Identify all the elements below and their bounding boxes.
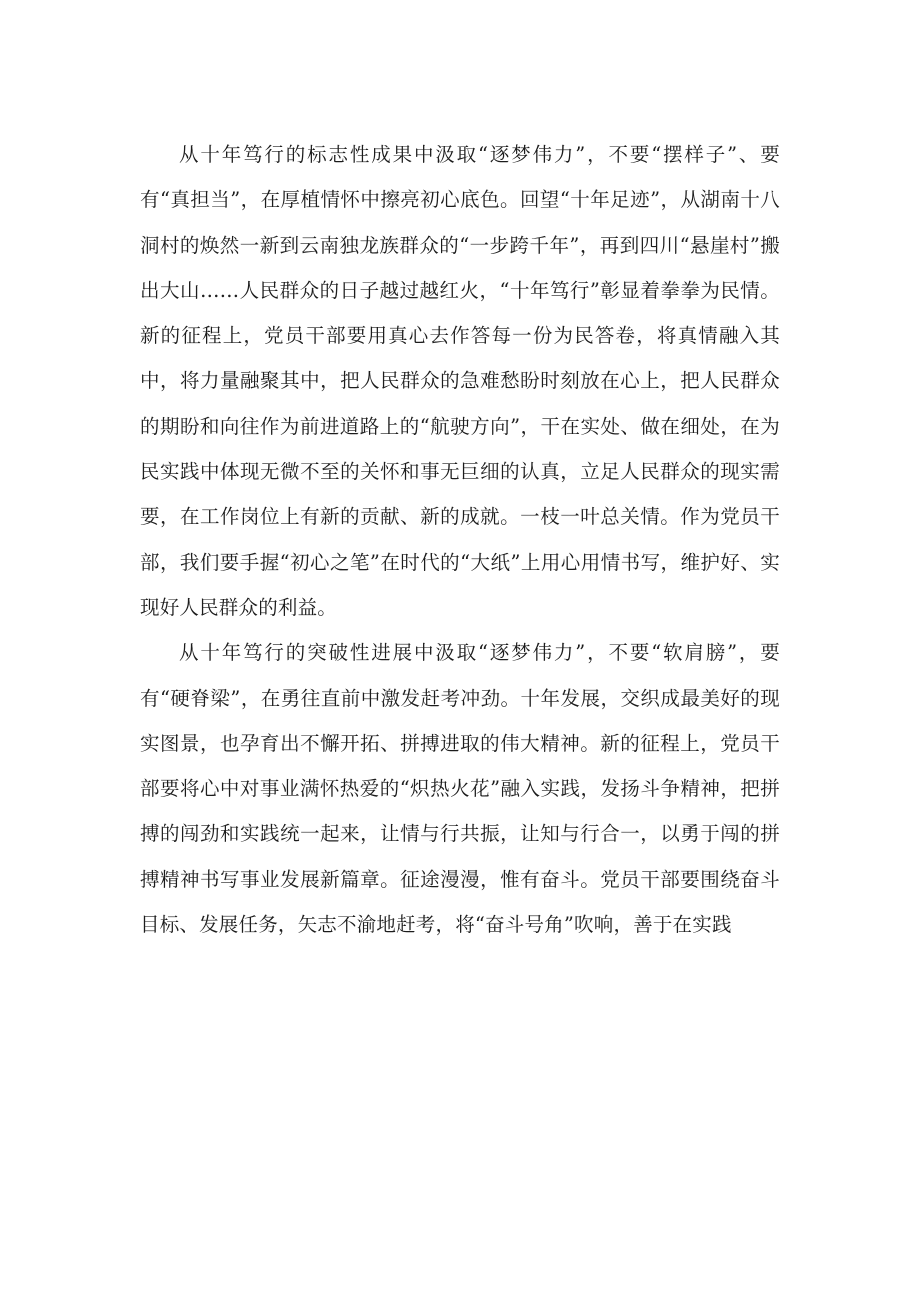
paragraph-1: 从十年笃行的标志性成果中汲取“逐梦伟力”，不要“摆样子”、要有“真担当”，在厚植情怀中擦亮初心底色。回望“十年足迹”，从湖南十八洞村的焕然一新到云南独龙族群众的“一步跨千年”，再到四川“悬崖村”搬出大山……人民群众的日子越过越红火，“十年笃行”彰显着拳拳为民情。新的征程上，党员干部要用真心去作答每一份为民答卷，将真情融入其中，将力量融聚其中，把人民群众的急难愁盼时刻放在心上，把人民群众的期盼和向往作为前进道路上的“航驶方向”，干在实处、做在细处，在为民实践中体现无微不至的关怀和事无巨细的认真，立足人民群众的现实需要，在工作岗位上有新的贡献、新的成就。一枝一叶总关情。作为党员干部，我们要手握“初心之笔”在时代的“大纸”上用心用情书写，维护好、实现好人民群众的利益。 [140,143,780,619]
document-body [140,132,780,947]
paragraph-2: 从十年笃行的突破性进展中汲取“逐梦伟力”，不要“软肩膀”，要有“硬脊梁”，在勇往直前中激发赶考冲劲。十年发展，交织成最美好的现实图景，也孕育出不懈开拓、拼搏进取的伟大精神。新的征程上，党员干部要将心中对事业满怀热爱的“炽热火花”融入实践，发扬斗争精神，把拼搏的闯劲和实践统一起来，让情与行共振，让知与行合一，以勇于闯的拼搏精神书写事业发展新篇章。征途漫漫，惟有奋斗。党员干部要围绕奋斗目标、发展任务，矢志不渝地赶考，将“奋斗号角”吹响，善于在实践 [140,641,780,937]
